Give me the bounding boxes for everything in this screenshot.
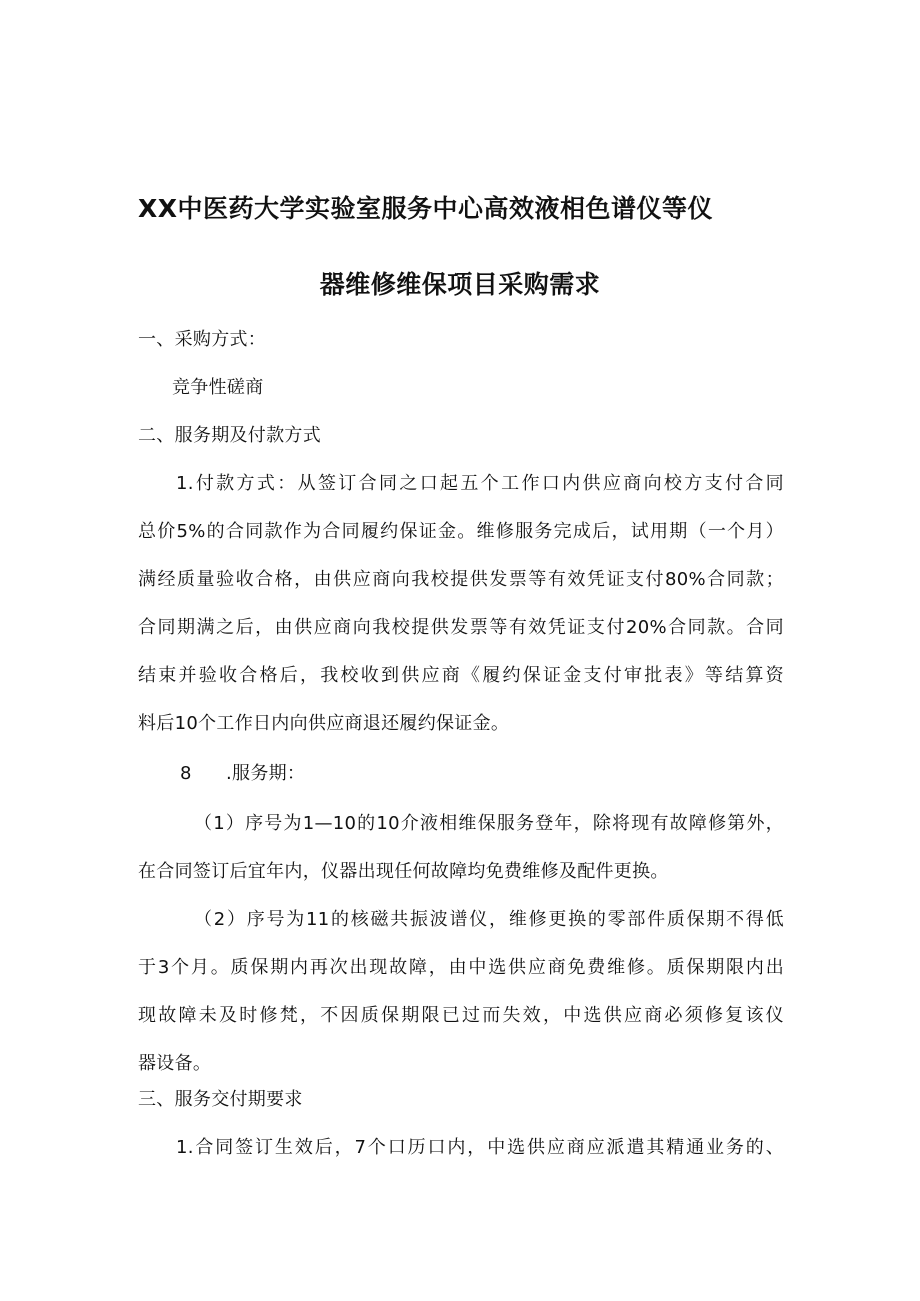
payment-paragraph-line: 总价5%的合同款作为合同履约保证金。维修服务完成后，试用期（一个月） xyxy=(138,521,784,542)
payment-paragraph-line: 合同期满之后，由供应商向我校提供发票等有效凭证支付20%合同款。合同 xyxy=(138,617,784,638)
service-item-2-line: 器设备。 xyxy=(138,1053,212,1074)
section-1-heading: 一、采购方式： xyxy=(138,329,267,350)
section-3-heading: 三、服务交付期要求 xyxy=(138,1089,303,1110)
document-title-line-2: 器维修维保项目采购需求 xyxy=(319,270,601,299)
service-period-label: .服务期： xyxy=(226,763,306,784)
section-2-heading: 二、服务期及付款方式 xyxy=(138,425,321,446)
service-item-2-line: （2）序号为11的核磁共振波谱仪，维修更换的零部件质保期不得低 xyxy=(194,909,784,930)
service-item-2-line: 于3个月。质保期内再次出现故障，由中选供应商免费维修。质保期限内出 xyxy=(138,957,784,978)
service-period-number: 8 xyxy=(180,763,192,784)
payment-paragraph-line: 结束并验收合格后，我校收到供应商《履约保证金支付审批表》等结算资 xyxy=(138,665,784,686)
service-item-1-line: 在合同签订后宜年内，仪器出现任何故障均免费维修及配件更换。 xyxy=(138,861,669,882)
payment-paragraph-line: 满经质量验收合格，由供应商向我校提供发票等有效凭证支付80%合同款； xyxy=(138,569,784,590)
service-item-2-line: 现故障未及时修梵，不因质保期限已过而失效，中选供应商必须修复该仪 xyxy=(138,1005,784,1026)
payment-paragraph-line: 1.付款方式：从签订合同之口起五个工作口内供应商向校方支付合同 xyxy=(176,473,784,494)
delivery-paragraph-line: 1.合同签订生效后，7个口历口内，中选供应商应派遣其精通业务的、 xyxy=(176,1137,784,1158)
document-title-line-1: XX中医药大学实验室服务中心高效液相色谱仪等仪 xyxy=(138,194,714,223)
payment-paragraph-line: 料后10个工作日内向供应商退还履约保证金。 xyxy=(138,713,510,734)
section-1-body: 竞争性磋商 xyxy=(172,377,264,398)
service-item-1-line: （1）序号为1—10的10介液相维保服务登年，除将现有故障修第外， xyxy=(194,813,784,834)
